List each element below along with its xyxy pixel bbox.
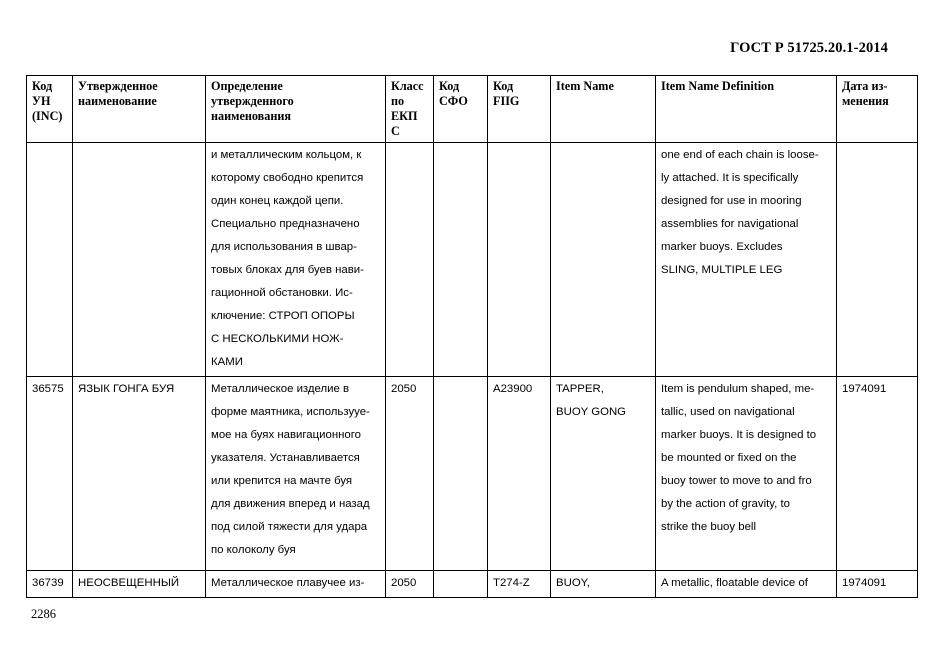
- fiig-cell: A23900: [488, 377, 551, 571]
- table-row: [27, 143, 918, 377]
- fiig-cell: [488, 143, 551, 377]
- cell-line: BUOY,: [556, 577, 590, 589]
- cell-line: designed for use in mooring: [661, 195, 802, 207]
- cell-line: BUOY GONG: [556, 406, 627, 418]
- cell-line: Металлическое изделие в: [211, 383, 350, 395]
- cell-line: и металлическим кольцом, к: [211, 149, 362, 161]
- sfo-cell: [434, 143, 488, 377]
- change-date-cell: [837, 143, 918, 377]
- definition-cell: [206, 377, 386, 571]
- column-header-line: (INC): [32, 109, 63, 123]
- column-header-line: УН: [32, 94, 51, 108]
- cell-line: assemblies for navigational: [661, 218, 799, 230]
- column-header-sfo: [434, 76, 488, 143]
- column-header-line: ЕКП: [391, 109, 418, 123]
- cell-line: be mounted or fixed on the: [661, 452, 797, 464]
- item-name-cell: [551, 571, 656, 598]
- column-header-line: Класс: [391, 79, 424, 93]
- cell-line: С НЕСКОЛЬКИМИ НОЖ-: [211, 333, 344, 345]
- cell-line: TAPPER,: [556, 383, 604, 395]
- table-row: [27, 377, 918, 571]
- change-date-cell: 1974091: [837, 571, 918, 598]
- cell-line: strike the buoy bell: [661, 521, 756, 533]
- column-header-line: по: [391, 94, 405, 108]
- cell-line: Item is pendulum shaped, me-: [661, 383, 815, 395]
- inc-cell: 36575: [27, 377, 73, 571]
- page-number: 2286: [31, 607, 56, 621]
- item-name-cell: [551, 143, 656, 377]
- cell-line: ЯЗЫК ГОНГА БУЯ: [78, 383, 175, 395]
- item-definition-cell: [656, 571, 837, 598]
- cell-line: форме маятника, использууе-: [211, 406, 370, 418]
- item-definition-cell: [656, 143, 837, 377]
- column-header-inc: [27, 76, 73, 143]
- cell-line: указателя. Устанавливается: [211, 452, 360, 464]
- cell-line: мое на буях навигационного: [211, 429, 361, 441]
- column-header-item-name: [551, 76, 656, 143]
- cell-line: под силой тяжести для удара: [211, 521, 368, 533]
- column-header-line: Код: [493, 79, 514, 93]
- class-cell: 2050: [386, 571, 434, 598]
- column-header-line: наименование: [78, 94, 157, 108]
- cell-line: ly attached. It is specifically: [661, 172, 799, 184]
- column-header-line: С: [391, 124, 400, 138]
- cell-line: Специально предназначено: [211, 218, 360, 230]
- column-header-line: Item Name: [556, 79, 614, 93]
- column-header-line: FIIG: [493, 94, 520, 108]
- column-header-line: Утвержденное: [78, 79, 158, 93]
- column-header-line: Item Name Definition: [661, 79, 775, 93]
- cell-line: один конец каждой цепи.: [211, 195, 344, 207]
- column-header-name: [73, 76, 206, 143]
- cell-line: buoy tower to move to and fro: [661, 475, 812, 487]
- table-row: [27, 571, 918, 598]
- sfo-cell: [434, 377, 488, 571]
- name-cell: [73, 571, 206, 598]
- fiig-cell: T274-Z: [488, 571, 551, 598]
- cell-line: для движения вперед и назад: [211, 498, 370, 510]
- cell-line: marker buoys. Excludes: [661, 241, 783, 253]
- definition-cell: [206, 571, 386, 598]
- name-cell: [73, 377, 206, 571]
- cell-line: one end of each chain is loose-: [661, 149, 819, 161]
- column-header-line: СФО: [439, 94, 468, 108]
- inc-cell: 36739: [27, 571, 73, 598]
- cell-line: A metallic, floatable device of: [661, 577, 808, 589]
- column-header-line: наименования: [211, 109, 291, 123]
- cell-line: для использования в швар-: [211, 241, 357, 253]
- cell-line: by the action of gravity, to: [661, 498, 790, 510]
- cell-line: гационной обстановки. Ис-: [211, 287, 353, 299]
- definition-cell: [206, 143, 386, 377]
- column-header-line: утвержденного: [211, 94, 294, 108]
- column-header-class: [386, 76, 434, 143]
- column-header-fiig: [488, 76, 551, 143]
- sfo-cell: [434, 571, 488, 598]
- table-header-row: [27, 76, 918, 143]
- column-header-definition: [206, 76, 386, 143]
- cell-line: НЕОСВЕЩЕННЫЙ: [78, 577, 180, 589]
- standard-designation: ГОСТ Р 51725.20.1-2014: [730, 40, 888, 56]
- column-header-line: Определение: [211, 79, 283, 93]
- column-header-line: Код: [32, 79, 53, 93]
- catalog-table: [26, 75, 918, 598]
- cell-line: КАМИ: [211, 356, 243, 368]
- column-header-change-date: [837, 76, 918, 143]
- inc-cell: [27, 143, 73, 377]
- cell-line: marker buoys. It is designed to: [661, 429, 817, 441]
- change-date-cell: 1974091: [837, 377, 918, 571]
- item-name-cell: [551, 377, 656, 571]
- class-cell: [386, 143, 434, 377]
- column-header-line: менения: [842, 94, 889, 108]
- cell-line: по колоколу буя: [211, 544, 296, 556]
- column-header-line: Код: [439, 79, 460, 93]
- class-cell: 2050: [386, 377, 434, 571]
- column-header-item-definition: [656, 76, 837, 143]
- cell-line: которому свободно крепится: [211, 172, 364, 184]
- cell-line: или крепится на мачте буя: [211, 475, 353, 487]
- cell-line: товых блоках для буев нави-: [211, 264, 364, 276]
- cell-line: tallic, used on navigational: [661, 406, 795, 418]
- name-cell: [73, 143, 206, 377]
- cell-line: Металлическое плавучее из-: [211, 577, 365, 589]
- cell-line: SLING, MULTIPLE LEG: [661, 264, 783, 276]
- column-header-line: Дата из-: [842, 79, 888, 93]
- cell-line: ключение: СТРОП ОПОРЫ: [211, 310, 355, 322]
- item-definition-cell: [656, 377, 837, 571]
